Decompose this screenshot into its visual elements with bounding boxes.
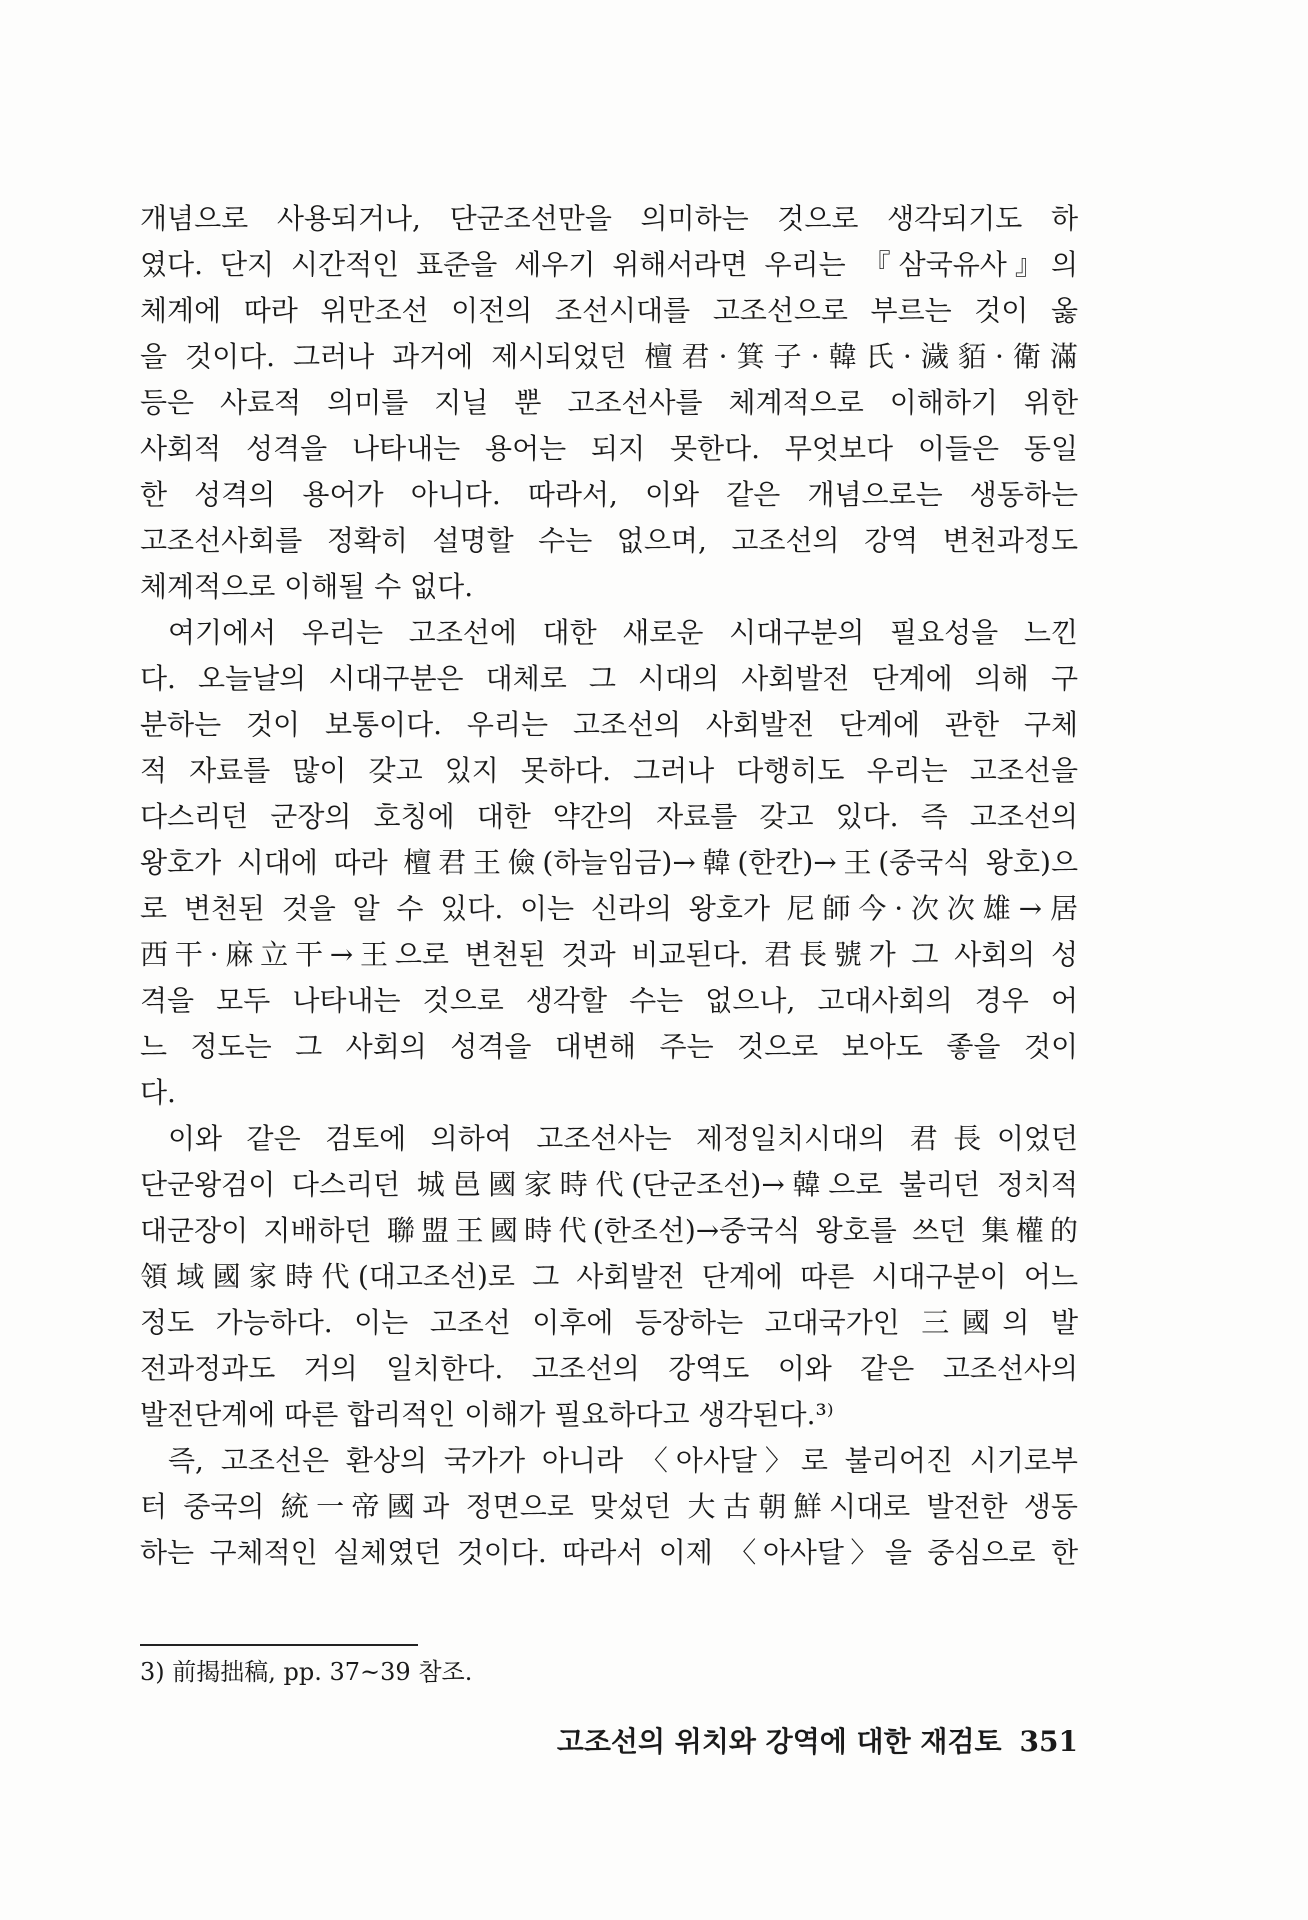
running-footer (557, 1722, 1078, 1762)
text-line: 개념으로 사용되거나, 단군조선만을 의미하는 것으로 생각되기도 하 (140, 202, 1078, 235)
footnote-divider (140, 1644, 418, 1646)
text-line: 전과정과도 거의 일치한다. 고조선의 강역도 이와 같은 고조선사의 (140, 1352, 1078, 1385)
text-line: 한 성격의 용어가 아니다. 따라서, 이와 같은 개념으로는 생동하는 (140, 478, 1078, 511)
text-line: 로 변천된 것을 알 수 있다. 이는 신라의 왕호가 尼師今·次次雄→居 (140, 892, 1078, 925)
text-line: 이와 같은 검토에 의하여 고조선사는 제정일치시대의 君長이었던 (168, 1122, 1078, 1155)
text-line: 여기에서 우리는 고조선에 대한 새로운 시대구분의 필요성을 느낀 (168, 616, 1078, 649)
text-line: 체계적으로 이해될 수 없다. (140, 570, 474, 603)
text-line: 발전단계에 따른 합리적인 이해가 필요하다고 생각된다.³⁾ (140, 1398, 834, 1431)
text-line: 왕호가 시대에 따라 檀君王儉(하늘임금)→韓(한칸)→王(중국식 왕호)으 (140, 846, 1078, 879)
text-line: 고조선사회를 정확히 설명할 수는 없으며, 고조선의 강역 변천과정도 (140, 524, 1078, 557)
text-line: 적 자료를 많이 갖고 있지 못하다. 그러나 다행히도 우리는 고조선을 (140, 754, 1078, 787)
text-line: 하는 구체적인 실체였던 것이다. 따라서 이제 〈아사달〉을 중심으로 한 (140, 1536, 1078, 1569)
body-text (140, 196, 1078, 1576)
text-line: 였다. 단지 시간적인 표준을 세우기 위해서라면 우리는 『삼국유사』의 (140, 248, 1078, 281)
running-title: 고조선의 위치와 강역에 대한 재검토 (556, 1725, 1002, 1758)
text-line: 등은 사료적 의미를 지닐 뿐 고조선사를 체계적으로 이해하기 위한 (140, 386, 1078, 419)
text-line: 정도 가능하다. 이는 고조선 이후에 등장하는 고대국가인 三國의 발 (140, 1306, 1078, 1339)
text-line: 터 중국의 統一帝國과 정면으로 맞섰던 大古朝鮮시대로 발전한 생동 (140, 1490, 1078, 1523)
text-line: 다. 오늘날의 시대구분은 대체로 그 시대의 사회발전 단계에 의해 구 (140, 662, 1078, 695)
text-line: 단군왕검이 다스리던 城邑國家時代(단군조선)→韓으로 불리던 정치적 (140, 1168, 1078, 1201)
text-line: 체계에 따라 위만조선 이전의 조선시대를 고조선으로 부르는 것이 옳 (140, 294, 1078, 327)
text-line: 領域國家時代(대고조선)로 그 사회발전 단계에 따른 시대구분이 어느 (140, 1260, 1078, 1293)
text-line: 을 것이다. 그러나 과거에 제시되었던 檀君·箕子·韓氏·濊貊·衛滿 (140, 340, 1078, 373)
page-number: 351 (1019, 1725, 1078, 1758)
text-line: 느 정도는 그 사회의 성격을 대변해 주는 것으로 보아도 좋을 것이 (140, 1030, 1078, 1063)
text-line: 즉, 고조선은 환상의 국가가 아니라 〈아사달〉로 불리어진 시기로부 (168, 1444, 1078, 1477)
text-line: 격을 모두 나타내는 것으로 생각할 수는 없으나, 고대사회의 경우 어 (140, 984, 1078, 1017)
footnote: 3) 前揭拙稿, pp. 37~39 참조. (140, 1658, 473, 1686)
text-line: 사회적 성격을 나타내는 용어는 되지 못한다. 무엇보다 이들은 동일 (140, 432, 1078, 465)
text-line: 대군장이 지배하던 聯盟王國時代(한조선)→중국식 왕호를 쓰던 集權的 (140, 1214, 1078, 1247)
text-line: 다스리던 군장의 호칭에 대한 약간의 자료를 갖고 있다. 즉 고조선의 (140, 800, 1078, 833)
text-line: 西干·麻立干→王으로 변천된 것과 비교된다. 君長號가 그 사회의 성 (140, 938, 1078, 971)
text-line: 다. (140, 1076, 176, 1109)
text-line: 분하는 것이 보통이다. 우리는 고조선의 사회발전 단계에 관한 구체 (140, 708, 1078, 741)
